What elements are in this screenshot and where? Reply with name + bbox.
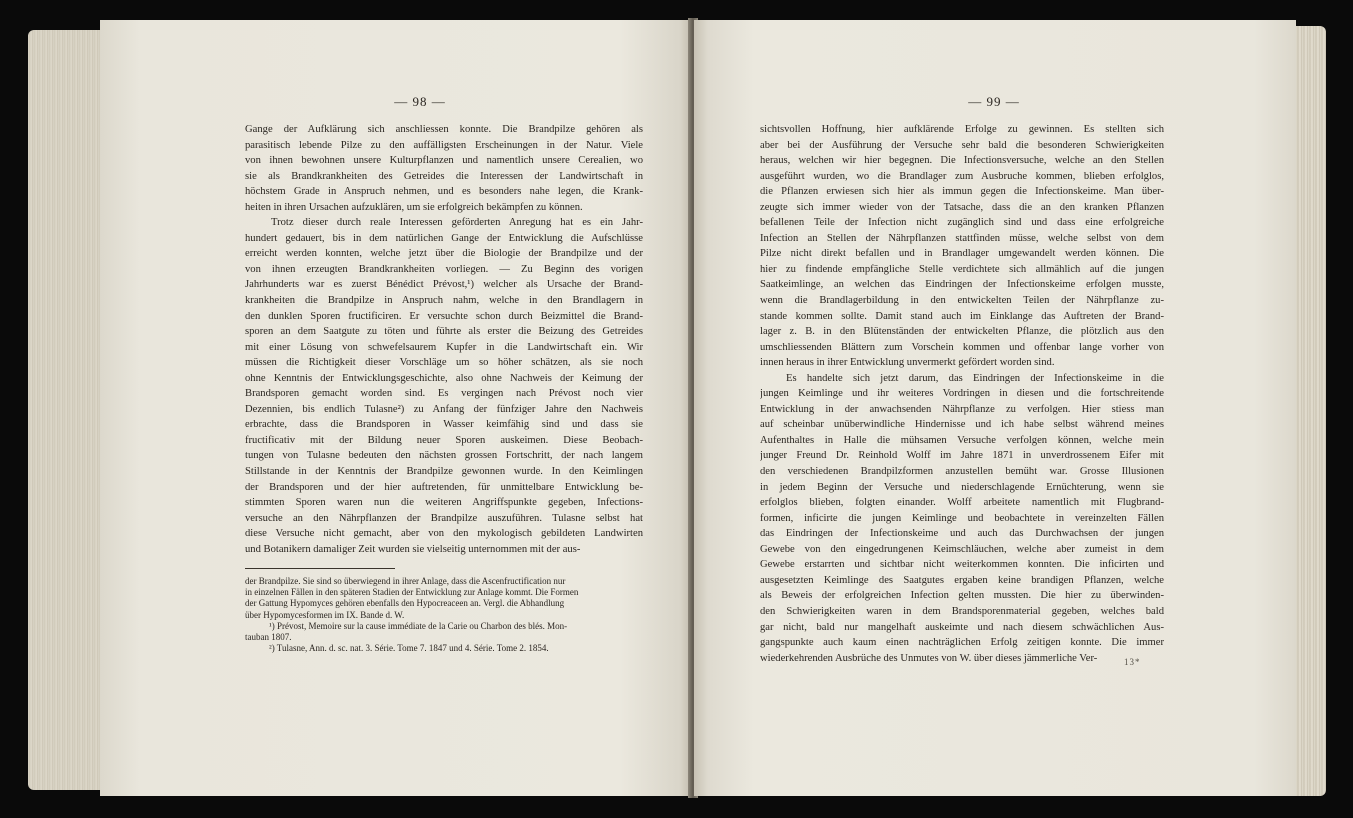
footnote-line: ²) Tulasne, Ann. d. sc. nat. 3. Série. Tome 7. 1847 und 4. Série. Tome 2. 1854.	[269, 643, 549, 654]
text-line: umschliessenden Blättern zum Vorschein kommen und offenbar lange vorher von	[760, 341, 1164, 353]
text-line: Entwicklung in der anwachsenden Nährpflanze zu verfolgen. Hier stiess man	[760, 403, 1164, 415]
text-line: Trotz dieser durch reale Interessen geförderten Anregung hat es ein Jahr-	[271, 217, 643, 229]
text-line: die Pflanzen erwiesen sich hier als immun gegen die Infectionskeime. Man über-	[760, 186, 1164, 198]
text-line: heraus, welchen wir hier begegnen. Die Infectionsversuche, welche an den Stellen	[760, 155, 1164, 167]
text-line: innen heraus in ihrer Entwicklung unvermerkt gefördert worden sind.	[760, 357, 1055, 369]
text-line: auf scheinbar unüberwindliche Hindernisse und ich habe selbst während meines	[760, 419, 1164, 431]
text-line: lager z. B. in den Blütenständen der entwickelten Pflanze, die plötzlich aus den	[760, 326, 1164, 338]
text-line: Gewebe erstarrten und sichtbar nicht weiterkommen konnten. Die inficirten und	[760, 559, 1164, 571]
footnote-line: ¹) Prévost, Memoire sur la cause immédiate de la Carie ou Charbon des blés. Mon-	[269, 620, 568, 631]
text-line: ohne Kenntnis der Entwicklungsgeschichte, also ohne Nachweis der Keimung der	[245, 372, 643, 384]
text-line: wenn die Brandlagerbildung in den entwickelten Teilen der Nährpflanze zu-	[760, 295, 1164, 307]
footnote-line: tauban 1807.	[245, 631, 292, 642]
footnote-divider	[245, 568, 395, 569]
text-line: gangspunkte auch kaum einen nachträglichen Erfolg zeitigen konnte. Die immer	[760, 637, 1164, 649]
text-line: Es handelte sich jetzt darum, das Eindringen der Infectionskeime in die	[786, 372, 1164, 384]
page-number: — 98 —	[394, 94, 446, 109]
text-line: sporen an dem Saatgute zu töten und führte als erster die Beizung des Getreides	[245, 326, 643, 338]
footnote-line: der Gattung Hypomyces gehören ebenfalls den Hypocreaceen an. Vergl. die Abhandlung	[245, 598, 565, 609]
left-page	[100, 20, 690, 796]
text-line: Pilze nicht direkt befallen und in Brandlager umgewandelt werden können. Die	[760, 248, 1164, 260]
text-line: hier zu findende empfängliche Stelle verdichtete sich allmählich auf die jungen	[760, 263, 1164, 275]
text-line: der Brandsporen und der hier auftretenden, für unmittelbare Entwicklung be-	[245, 481, 643, 493]
footnote-line: über Hypomycesformen im IX. Bande d. W.	[245, 609, 405, 620]
text-line: den dunklen Sporen fructificiren. Er versuchte schon durch Beizmittel die Brand-	[245, 310, 643, 322]
text-line: höchstem Grade in Anspruch nehmen, und es besonders nahe legen, die Krank-	[245, 186, 643, 198]
text-line: krankheiten die Brandpilze in Anspruch nahm, welche in den Brandlagern in	[245, 295, 643, 307]
footnotes	[245, 576, 643, 654]
right-page	[694, 20, 1296, 796]
text-line: Infection an Stellen der Nährpflanzen stattfinden müsse, welche selbst von dem	[760, 232, 1164, 244]
text-line: heiten in ihren Ursachen aufzuklären, um sie erfolgreich bekämpfen zu können.	[245, 201, 583, 213]
text-line: mit einer Lösung von schwefelsaurem Kupfer in die Landwirtschaft ein. Wir	[245, 341, 643, 353]
text-line: stande kommen sollte. Damit stand auch im Einklange das Auftreten der Brand-	[760, 310, 1164, 322]
text-line: den verschiedenen Brandpilzformen anzustellen bemüht war. Grosse Illusionen	[760, 466, 1164, 478]
text-line: das Eindringen der Infectionskeime und auch das Durchwachsen der jungen	[760, 528, 1164, 540]
text-line: ausgeführt wurden, wo die Brandlager zum Ausbruche kommen, blieben erfolglos,	[760, 170, 1164, 182]
footnote-line: in einzelnen Fällen in den späteren Stadien der Entwicklung zur Anlage kommt. Die Formen	[245, 587, 579, 598]
text-line: erreicht werden konnten, welche jetzt über die Biologie der Brandpilze und der	[245, 248, 643, 260]
text-line: sie als Brandkrankheiten des Getreides die Interessen der Landwirtschaft in	[245, 170, 643, 182]
left-page-stack-edge	[28, 30, 108, 790]
printer-signature-mark: 13*	[1124, 657, 1141, 667]
text-line: von ihnen bewohnen unsere Kulturpflanzen und namentlich unsere Cerealien, wo	[245, 155, 643, 167]
text-line: erfolglos blieben, folgten einander. Wolff arbeitete namentlich mit Flugbrand-	[760, 497, 1164, 509]
text-line: jungen Keimlinge und ihr weiteres Vordringen in diesen und die fortschreitende	[760, 388, 1164, 400]
text-line: fructificativ mit der Bildung neuer Sporen auskeimen. Diese Beobach-	[245, 434, 643, 446]
text-line: Stillstande in der Kenntnis der Brandpilze gewonnen wurde. In den Keimlingen	[245, 466, 643, 478]
text-line: junger Freund Dr. Reinhold Wolff im Jahre 1871 in unverdrossenem Eifer mit	[760, 450, 1164, 462]
text-line: diese Versuche nicht gemacht, aber von den mykologisch gebildeten Landwirten	[245, 528, 643, 540]
footnote-line: der Brandpilze. Sie sind so überwiegend in ihrer Anlage, dass die Ascenfructification nur	[245, 576, 566, 586]
text-line: Brandsporen gemacht worden sind. Es vergingen nach Prévost noch vier	[245, 388, 643, 400]
text-line: formen, inficirte die jungen Keimlinge und beobachtete in vereinzelten Fällen	[760, 512, 1164, 524]
text-line: ausgesetzten Keimlinge des Saatgutes ergaben keine brandigen Pflanzen, welche	[760, 574, 1164, 586]
text-line: aber bei der Ausführung der Versuche sehr bald die besonderen Schwierigkeiten	[760, 139, 1164, 151]
text-line: Jahrhunderts war es zuerst Bénédict Prévost,¹) welcher als Ursache der Brand-	[245, 279, 643, 291]
page-number: — 99 —	[968, 94, 1020, 109]
text-line: hundert gedauert, bis in dem natürlichen Gange der Entwicklung die Aufschlüsse	[245, 232, 643, 244]
text-line: als Beweis der erfolgreichen Infection gelten mussten. Die hier zu überwinden-	[760, 590, 1164, 602]
text-line: müssen die Richtigkeit dieser Vorschläge um so höher schätzen, als sie noch	[245, 357, 643, 369]
text-line: sichtsvollen Hoffnung, hier aufklärende Erfolge zu gewinnen. Es stellten sich	[760, 124, 1164, 135]
text-line: parasitisch lebende Pilze zu den auffälligsten Erscheinungen in der Natur. Viele	[245, 139, 643, 151]
text-line: den Schwierigkeiten waren in dem Brandsporenmaterial gegeben, welches bald	[760, 605, 1164, 617]
text-line: Aufenthaltes in Halle die mühsamen Versuche verfolgen können, welche mein	[760, 434, 1164, 446]
text-line: zeugte sich immer wieder von der Tatsache, dass die an den kranken Pflanzen	[760, 201, 1164, 213]
text-line: versuche an den Nährpflanzen der Brandpilze auszuführen. Tulasne selbst hat	[245, 512, 643, 524]
text-line: Dezennien, bis endlich Tulasne²) zu Anfang der fünfziger Jahre den Nachweis	[245, 403, 643, 415]
text-line: Gange der Aufklärung sich anschliessen konnte. Die Brandpilze gehören als	[245, 124, 643, 135]
right-page-body-text	[760, 122, 1164, 666]
text-line: von ihnen erzeugten Brandkrankheiten vorliegen. — Zu Beginn des vorigen	[245, 263, 643, 275]
text-line: wiederkehrenden Ausbrüche des Unmutes von W. über dieses jämmerliche Ver-	[760, 652, 1098, 664]
text-line: in jedem Beginn der Versuche und niederschlagende Ernüchterung, wenn sie	[760, 481, 1164, 493]
text-line: befallenen Teile der Infection nicht zugänglich sind und dass eine erfolgreiche	[760, 217, 1164, 229]
text-line: und Botanikern damaliger Zeit wurden sie vielseitig unternommen mit der aus-	[245, 543, 581, 555]
text-line: Gewebe von den eingedrungenen Keimschläuchen, welche aber zumeist in dem	[760, 543, 1164, 555]
text-line: erbrachte, dass die Brandsporen in Wasser keimfähig sind und dass sie	[245, 419, 643, 431]
left-page-body-text	[245, 122, 643, 557]
text-line: stimmten Sporen waren nun die weiteren Angriffspunkte gegeben, Infections-	[245, 497, 643, 509]
text-line: Saatkeimlinge, an welchen das Eindringen der Infectionskeime erfolgen musste,	[760, 279, 1164, 291]
text-line: gar nicht, bald nur mangelhaft auskeimte und nach diesem schwächlichen Aus-	[760, 621, 1164, 633]
text-line: tungen von Tulasne bedeuten den nächsten grossen Fortschritt, der nach langem	[245, 450, 643, 462]
